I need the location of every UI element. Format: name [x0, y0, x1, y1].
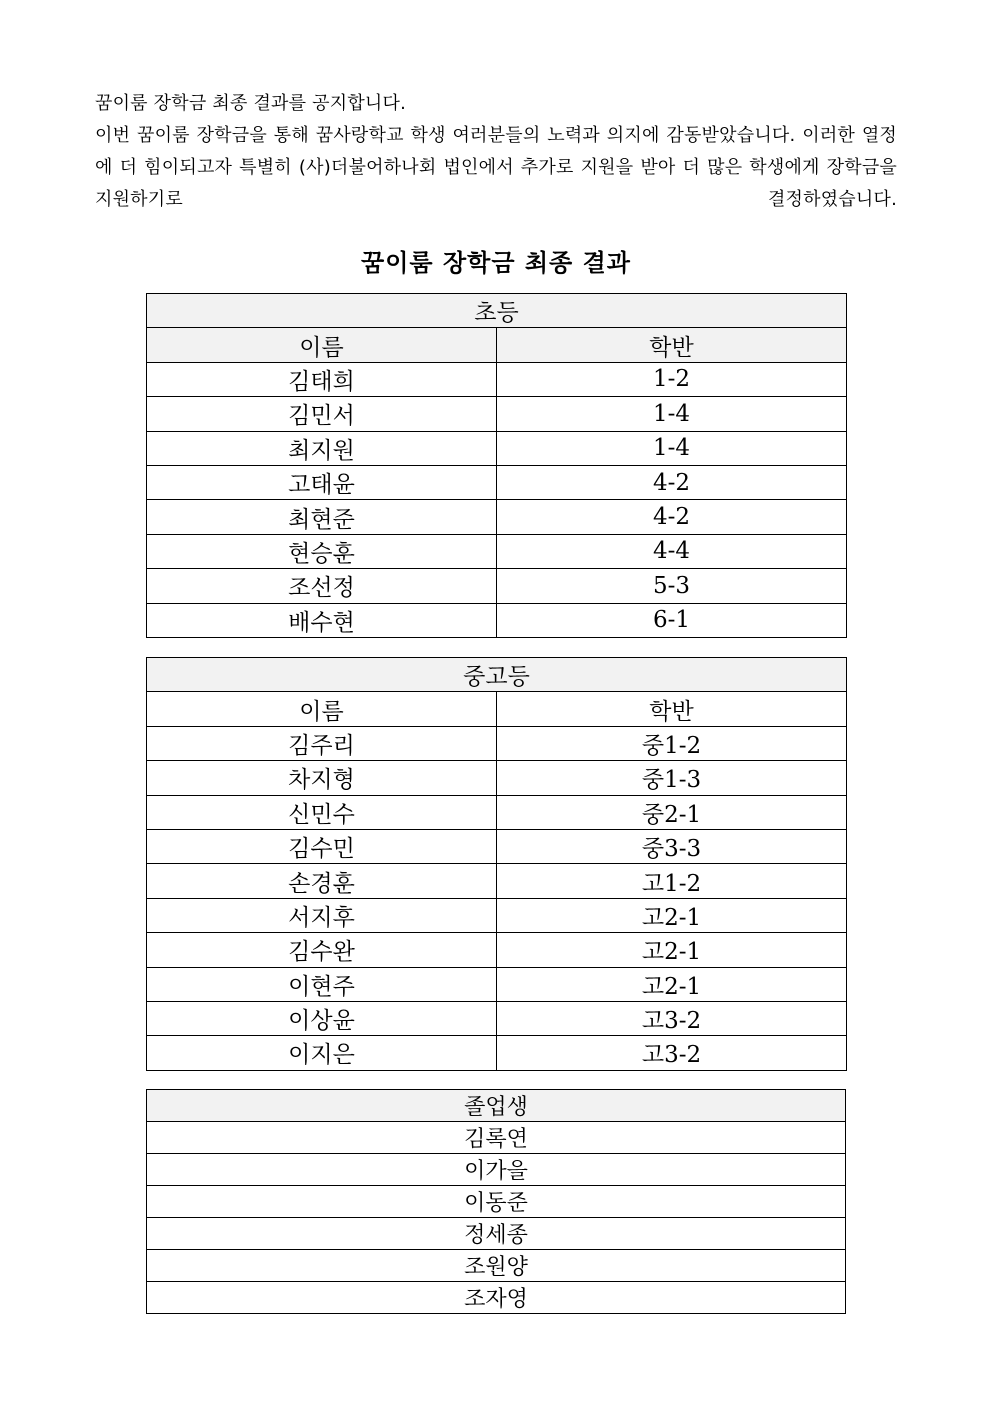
elementary-section-header: 초등 — [147, 294, 847, 328]
graduate-name: 이가을 — [147, 1154, 846, 1186]
table-row — [147, 1122, 846, 1154]
student-class: 고2-1 — [497, 933, 847, 967]
table-row — [147, 431, 847, 465]
table-row — [147, 726, 847, 760]
elementary-col-name-header: 이름 — [147, 328, 497, 362]
secondary-col-class-header: 학반 — [497, 692, 847, 726]
student-name: 최현준 — [147, 500, 497, 534]
table-row — [147, 1186, 846, 1218]
student-name: 서지후 — [147, 898, 497, 932]
student-name: 조선정 — [147, 569, 497, 603]
student-class: 중1-3 — [497, 761, 847, 795]
table-row — [147, 1001, 847, 1035]
table-row — [147, 603, 847, 637]
secondary-table — [146, 657, 847, 1071]
intro-paragraph: 이번 꿈이룸 장학금을 통해 꿈사랑학교 학생 여러분들의 노력과 의지에 감동받았습니다. 이러한 열정에 더 힘이되고자 특별히 (사)더불어하나회 법인에서 추가로 지원을 받아 더 많은 학생에게 장학금을 지원하기로 결정하였습니다. — [95, 125, 897, 210]
secondary-section-header: 중고등 — [147, 658, 847, 692]
graduates-section-header: 졸업생 — [147, 1090, 846, 1122]
student-class: 4-2 — [497, 500, 847, 534]
graduate-name: 김록연 — [147, 1122, 846, 1154]
table-row — [147, 967, 847, 1001]
student-class: 6-1 — [497, 603, 847, 637]
table-row — [147, 933, 847, 967]
table-row — [147, 829, 847, 863]
graduates-section-header-row — [147, 1090, 846, 1122]
graduates-table — [146, 1089, 846, 1314]
table-row — [147, 898, 847, 932]
graduate-name: 정세종 — [147, 1218, 846, 1250]
page-title: 꿈이룸 장학금 최종 결과 — [361, 248, 631, 277]
secondary-column-header-row — [147, 692, 847, 726]
table-row — [147, 795, 847, 829]
table-row — [147, 397, 847, 431]
elementary-column-header-row — [147, 328, 847, 362]
student-class: 4-4 — [497, 534, 847, 568]
student-name: 김태희 — [147, 362, 497, 396]
student-class: 5-3 — [497, 569, 847, 603]
secondary-section-header-row — [147, 658, 847, 692]
student-class: 고2-1 — [497, 967, 847, 1001]
table-row — [147, 362, 847, 396]
elementary-section-header-row — [147, 294, 847, 328]
student-name: 이현주 — [147, 967, 497, 1001]
graduate-name: 이동준 — [147, 1186, 846, 1218]
intro-text — [95, 88, 897, 216]
table-row — [147, 569, 847, 603]
student-name: 손경훈 — [147, 864, 497, 898]
elementary-table — [146, 293, 847, 638]
elementary-col-class-header: 학반 — [497, 328, 847, 362]
table-row — [147, 864, 847, 898]
student-class: 1-2 — [497, 362, 847, 396]
student-name: 현승훈 — [147, 534, 497, 568]
graduate-name: 조자영 — [147, 1282, 846, 1314]
student-name: 신민수 — [147, 795, 497, 829]
student-class: 1-4 — [497, 431, 847, 465]
table-row — [147, 1154, 846, 1186]
student-name: 김주리 — [147, 726, 497, 760]
student-class: 4-2 — [497, 465, 847, 499]
student-class: 중3-3 — [497, 829, 847, 863]
student-name: 김수민 — [147, 829, 497, 863]
table-row — [147, 1036, 847, 1070]
student-class: 고3-2 — [497, 1036, 847, 1070]
table-row — [147, 1282, 846, 1314]
student-name: 최지원 — [147, 431, 497, 465]
table-row — [147, 1250, 846, 1282]
table-row — [147, 500, 847, 534]
student-name: 김수완 — [147, 933, 497, 967]
secondary-col-name-header: 이름 — [147, 692, 497, 726]
table-row — [147, 534, 847, 568]
student-class: 1-4 — [497, 397, 847, 431]
student-class: 중2-1 — [497, 795, 847, 829]
student-class: 고3-2 — [497, 1001, 847, 1035]
student-class: 고2-1 — [497, 898, 847, 932]
student-name: 차지형 — [147, 761, 497, 795]
student-name: 고태윤 — [147, 465, 497, 499]
student-name: 김민서 — [147, 397, 497, 431]
student-name: 이지은 — [147, 1036, 497, 1070]
intro-line-1: 꿈이룸 장학금 최종 결과를 공지합니다. — [95, 93, 407, 114]
table-row — [147, 465, 847, 499]
table-row — [147, 1218, 846, 1250]
student-class: 중1-2 — [497, 726, 847, 760]
student-class: 고1-2 — [497, 864, 847, 898]
student-name: 이상윤 — [147, 1001, 497, 1035]
table-row — [147, 761, 847, 795]
graduate-name: 조원양 — [147, 1250, 846, 1282]
student-name: 배수현 — [147, 603, 497, 637]
